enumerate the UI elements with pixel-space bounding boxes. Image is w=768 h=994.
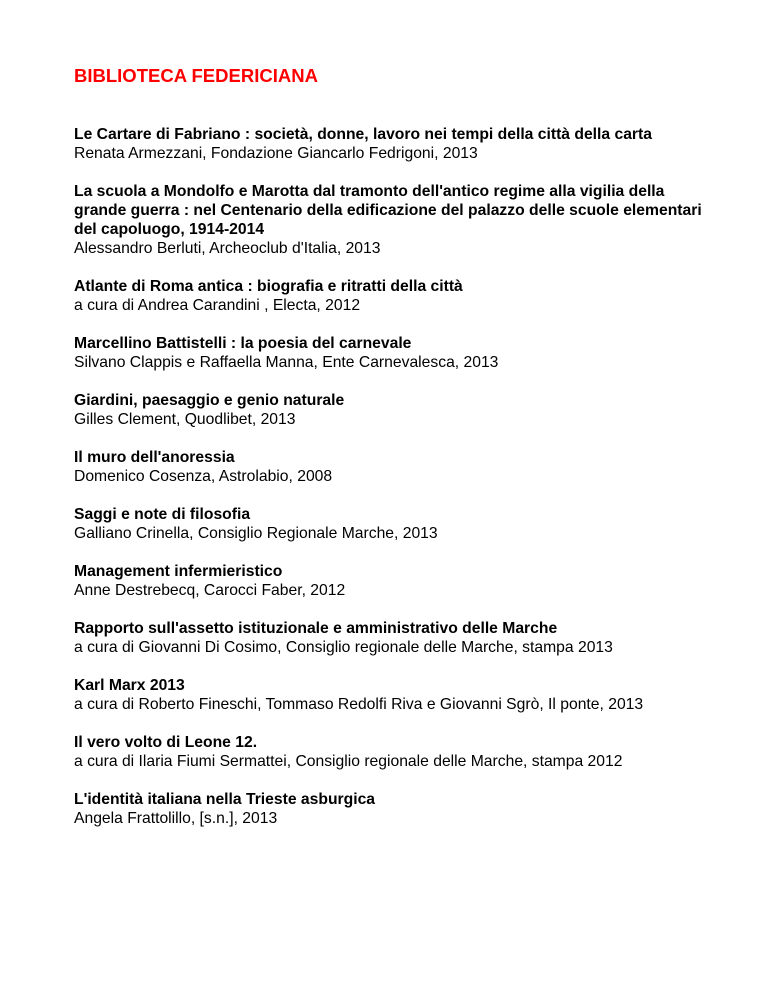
- bibliography-entry: [74, 790, 704, 828]
- entry-author-publisher: Silvano Clappis e Raffaella Manna, Ente Carnevalesca, 2013: [74, 354, 499, 371]
- bibliography-list: [74, 125, 704, 828]
- bibliography-entry: [74, 182, 704, 258]
- entry-title: Rapporto sull'assetto istituzionale e amministrativo delle Marche: [74, 620, 558, 637]
- entry-author-publisher: Domenico Cosenza, Astrolabio, 2008: [74, 468, 333, 485]
- entry-title: Giardini, paesaggio e genio naturale: [74, 392, 345, 409]
- entry-author-publisher: Renata Armezzani, Fondazione Giancarlo Fedrigoni, 2013: [74, 145, 478, 162]
- entry-title: La scuola a Mondolfo e Marotta dal tramonto dell'antico regime alla vigilia della grande guerra : nel Centenario della edificazione del palazzo delle scuole elementari del capoluogo, 1914-2014: [74, 183, 702, 238]
- entry-title: Marcellino Battistelli : la poesia del carnevale: [74, 335, 412, 352]
- entry-author-publisher: a cura di Giovanni Di Cosimo, Consiglio regionale delle Marche, stampa 2013: [74, 639, 613, 656]
- bibliography-entry: [74, 619, 704, 657]
- entry-author-publisher: a cura di Roberto Fineschi, Tommaso Redolfi Riva e Giovanni Sgrò, Il ponte, 2013: [74, 696, 644, 713]
- entry-author-publisher: a cura di Ilaria Fiumi Sermattei, Consiglio regionale delle Marche, stampa 2012: [74, 753, 623, 770]
- entry-author-publisher: Alessandro Berluti, Archeoclub d'Italia, 2013: [74, 240, 381, 257]
- entry-title: Le Cartare di Fabriano : società, donne, lavoro nei tempi della città della carta: [74, 126, 652, 143]
- entry-author-publisher: Anne Destrebecq, Carocci Faber, 2012: [74, 582, 346, 599]
- page-title: BIBLIOTECA FEDERICIANA: [74, 65, 318, 86]
- bibliography-entry: [74, 562, 704, 600]
- bibliography-entry: [74, 334, 704, 372]
- bibliography-entry: [74, 391, 704, 429]
- entry-title: Karl Marx 2013: [74, 677, 185, 694]
- entry-author-publisher: Angela Frattolillo, [s.n.], 2013: [74, 810, 278, 827]
- entry-author-publisher: Gilles Clement, Quodlibet, 2013: [74, 411, 296, 428]
- entry-title: Saggi e note di filosofia: [74, 506, 251, 523]
- bibliography-entry: [74, 505, 704, 543]
- entry-title: Management infermieristico: [74, 563, 283, 580]
- bibliography-entry: [74, 448, 704, 486]
- entry-author-publisher: a cura di Andrea Carandini , Electa, 2012: [74, 297, 361, 314]
- bibliography-entry: [74, 676, 704, 714]
- bibliography-entry: [74, 125, 704, 163]
- entry-author-publisher: Galliano Crinella, Consiglio Regionale Marche, 2013: [74, 525, 438, 542]
- entry-title: Il muro dell'anoressia: [74, 449, 235, 466]
- bibliography-entry: [74, 277, 704, 315]
- entry-title: Atlante di Roma antica : biografia e ritratti della città: [74, 278, 463, 295]
- bibliography-entry: [74, 733, 704, 771]
- entry-title: Il vero volto di Leone 12.: [74, 734, 258, 751]
- entry-title: L'identità italiana nella Trieste asburgica: [74, 791, 376, 808]
- document-page: [74, 64, 704, 847]
